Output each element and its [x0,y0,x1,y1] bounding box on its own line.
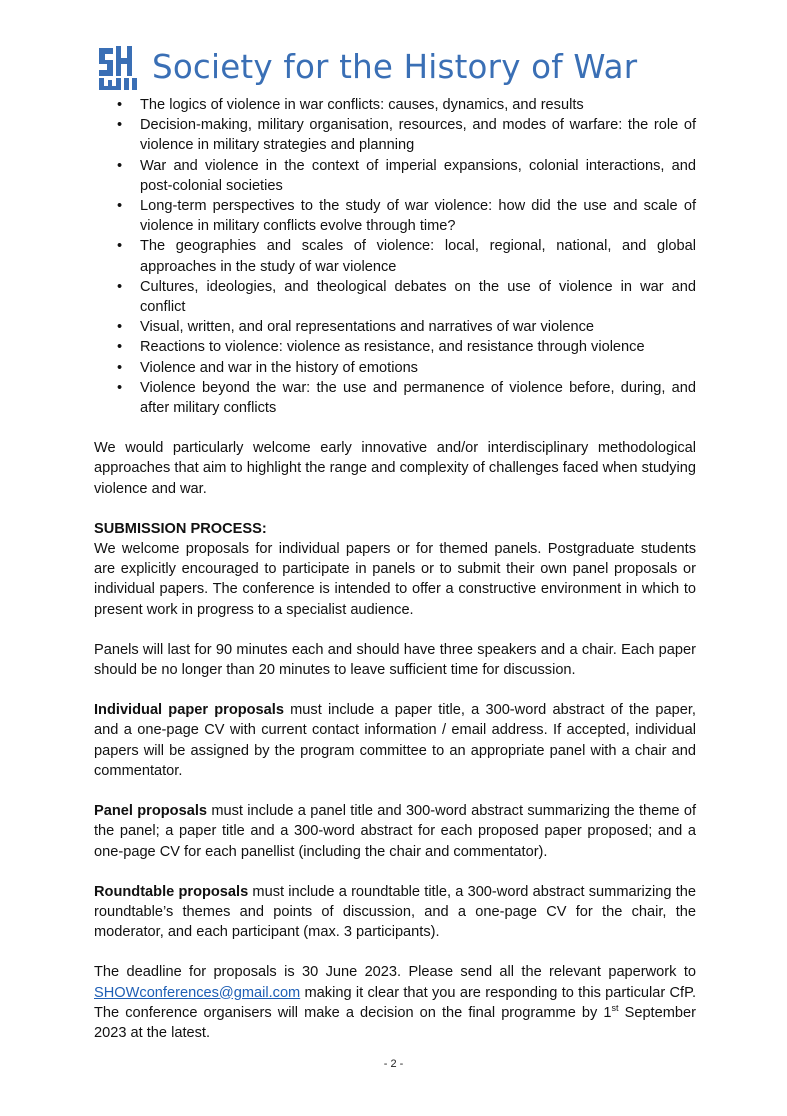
submission-heading-text: SUBMISSION PROCESS: [94,520,267,537]
panel-proposals-text: must include a panel title and 300-word abstract summarizing the theme of the panel; a paper title and a 300-word abstract for each proposed paper proposed; and a one-page CV for each panellist (including the chair and commentator). [94,803,696,860]
list-item: • War and violence in the context of imperial expansions, colonial interactions, and post-colonial societies [94,156,696,196]
individual-proposals-paragraph [94,700,696,781]
organization-name: Society for the History of War [152,48,638,86]
deadline-paragraph [94,962,696,1043]
list-item: • Long-term perspectives to the study of war violence: how did the use and scale of violence in military conflicts evolve through time? [94,196,696,236]
panel-proposals-label: Panel proposals [94,803,207,820]
topics-list [94,95,696,418]
deadline-text: The deadline for proposals is 30 June 2023. Please send all the relevant paperwork to [94,964,696,981]
email-link[interactable]: SHOWconferences@gmail.com [94,984,301,1001]
list-item: • The geographies and scales of violence: local, regional, national, and global approaches in the study of war violence [94,236,696,276]
submission-heading [94,519,696,539]
society-logo [96,44,140,90]
panels-info: Panels will last for 90 minutes each and should have three speakers and a chair. Each paper should be no longer than 20 minutes to leave sufficient time for discussion. [94,641,696,679]
list-item: • The logics of violence in war conflicts: causes, dynamics, and results [94,95,696,115]
deadline-text-continued: making it clear that you are responding to this particular CfP. The conference organisers will make a decision on the final programme by 1 [94,984,696,1021]
page-header [96,42,637,92]
page-number: - 2 - [383,1058,404,1070]
roundtable-proposals-text: must include a roundtable title, a 300-word abstract summarizing the roundtable’s themes and points of discussion, and a one-page CV for the chair, the moderator, and each participant (max. 3 participants). [94,883,696,941]
list-item: • Violence and war in the history of emotions [94,358,696,378]
submission-intro: We welcome proposals for individual papers or for themed panels. Postgraduate students are explicitly encouraged to participate in panels or to submit their own panel proposals or individual papers. The conference is intended to offer a constructive environment in which to present work in progress to a specialist audience. [94,541,696,618]
roundtable-proposals-label: Roundtable proposals [94,883,249,900]
document-body [94,95,696,1043]
date-superscript: st [611,1002,619,1013]
list-item: • Visual, written, and oral representations and narratives of war violence [94,317,696,337]
individual-proposals-text: must include a paper title, a 300-word abstract of the paper, and a one-page CV with current contact information / email address. If accepted, individual papers will be assigned by the program committee to an appropriate panel with a chair and commentator. [94,702,696,779]
roundtable-proposals-paragraph [94,882,696,943]
panel-proposals-paragraph [94,801,696,862]
welcome-paragraph: We would particularly welcome early innovative and/or interdisciplinary methodological approaches that aim to highlight the range and complexity of challenges faced when studying violence and war. [94,440,696,497]
list-item: • Cultures, ideologies, and theological debates on the use of violence in war and conflict [94,277,696,317]
deadline-text-end: September 2023 at the latest. [94,1004,696,1041]
list-item: • Violence beyond the war: the use and permanence of violence before, during, and after military conflicts [94,378,696,418]
list-item: • Decision-making, military organisation, resources, and modes of warfare: the role of violence in military strategies and planning [94,115,696,155]
individual-proposals-label: Individual paper proposals [94,702,284,719]
list-item: • Reactions to violence: violence as resistance, and resistance through violence [94,337,696,357]
